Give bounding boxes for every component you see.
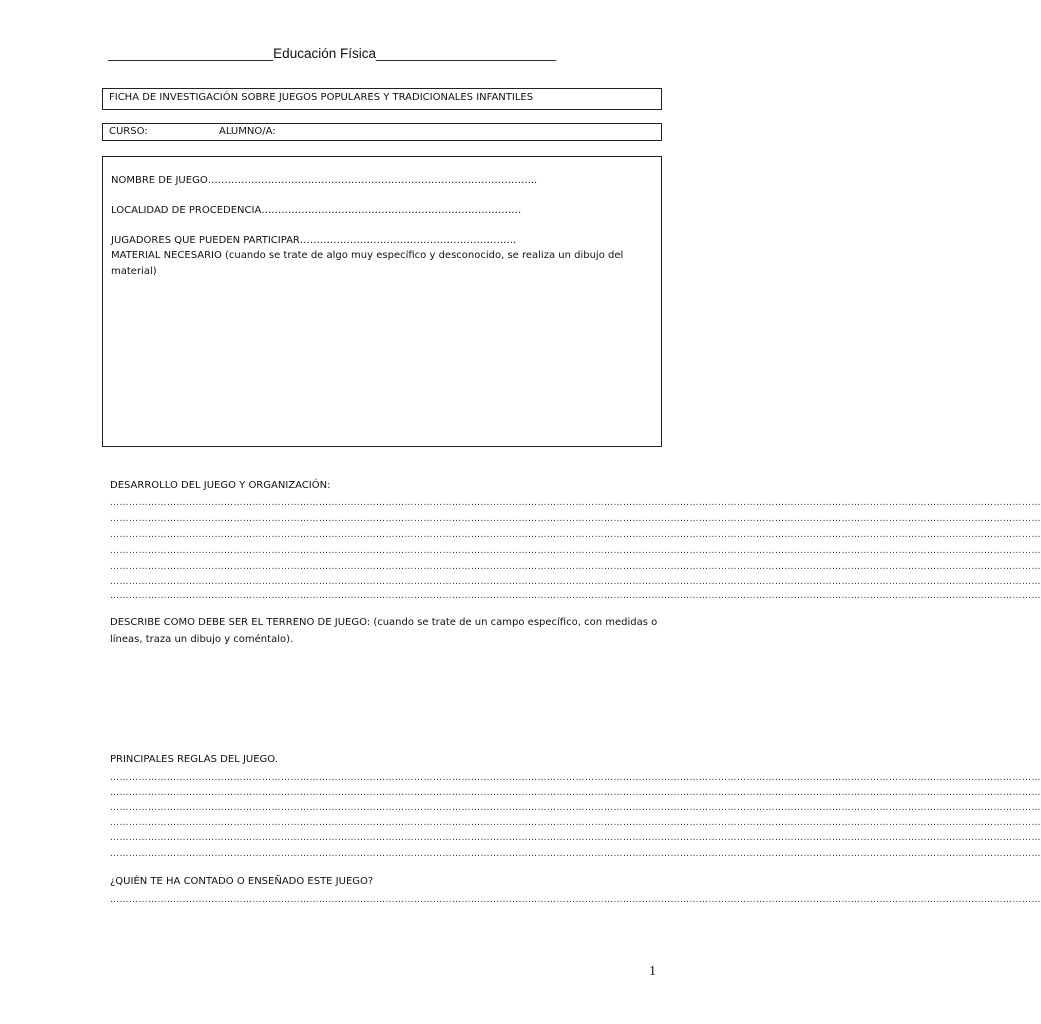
desarrollo-line[interactable]: …………………………………………………………………………………………………………………………………………………………………………………………………………………………………………………………………… xyxy=(110,577,1041,587)
terreno-title: DESCRIBE COMO DEBE SER EL TERRENO DE JUEGO: (cuando se trate de un campo específico, con medidas o líneas, traza un dibujo y coméntalo). xyxy=(110,617,658,645)
reglas-title: PRINCIPALES REGLAS DEL JUEGO. xyxy=(110,754,278,765)
nombre-juego-field[interactable]: NOMBRE DE JUEGO……………………………………………………………………………………... xyxy=(111,175,538,186)
desarrollo-line[interactable]: …………………………………………………………………………………………………………………………………………………………………………………………………………………………………………………………………… xyxy=(110,546,1041,556)
reglas-line[interactable]: …………………………………………………………………………………………………………………………………………………………………………………………………………………………………………………………………… xyxy=(110,818,1041,828)
page-number: 1 xyxy=(649,964,656,979)
jugadores-field[interactable]: JUGADORES QUE PUEDEN PARTICIPAR……………………………………………………….. xyxy=(111,235,517,246)
desarrollo-line[interactable]: …………………………………………………………………………………………………………………………………………………………………………………………………………………………………………………………………… xyxy=(110,562,1041,572)
curso-label: CURSO: xyxy=(109,126,148,137)
curso-alumno-box xyxy=(102,123,662,141)
form-title: FICHA DE INVESTIGACIÓN SOBRE JUEGOS POPULARES Y TRADICIONALES INFANTILES xyxy=(102,88,662,110)
contado-line[interactable]: …………………………………………………………………………………………………………………………………………………………………………………………………………………………………………………………………… xyxy=(110,895,1041,905)
reglas-line[interactable]: …………………………………………………………………………………………………………………………………………………………………………………………………………………………………………………………………… xyxy=(110,788,1041,798)
game-info-box xyxy=(102,156,662,447)
reglas-line[interactable]: …………………………………………………………………………………………………………………………………………………………………………………………………………………………………………………………………… xyxy=(110,833,1041,843)
material-necesario-field[interactable]: MATERIAL NECESARIO (cuando se trate de algo muy específico y desconocido, se realiza un dibujo del material) xyxy=(111,250,624,277)
desarrollo-line[interactable]: …………………………………………………………………………………………………………………………………………………………………………………………………………………………………………………………………… xyxy=(110,530,1041,540)
localidad-field[interactable]: LOCALIDAD DE PROCEDENCIA…………………………………………………………………… xyxy=(111,205,522,216)
desarrollo-line[interactable]: …………………………………………………………………………………………………………………………………………………………………………………………………………………………………………………………………… xyxy=(110,514,1041,524)
contado-title: ¿QUIÉN TE HA CONTADO O ENSEÑADO ESTE JUEGO? xyxy=(110,876,374,887)
reglas-line[interactable]: …………………………………………………………………………………………………………………………………………………………………………………………………………………………………………………………………… xyxy=(110,849,1041,859)
page-header: ______________________Educación Física________________________ xyxy=(108,46,557,61)
desarrollo-line[interactable]: …………………………………………………………………………………………………………………………………………………………………………………………………………………………………………………………………… xyxy=(110,498,1041,508)
desarrollo-line[interactable]: …………………………………………………………………………………………………………………………………………………………………………………………………………………………………………………………………… xyxy=(110,591,1041,601)
reglas-line[interactable]: …………………………………………………………………………………………………………………………………………………………………………………………………………………………………………………………………… xyxy=(110,803,1041,813)
alumno-label: ALUMNO/A: xyxy=(219,126,276,137)
reglas-line[interactable]: …………………………………………………………………………………………………………………………………………………………………………………………………………………………………………………………………… xyxy=(110,773,1041,783)
desarrollo-title: DESARROLLO DEL JUEGO Y ORGANIZACIÓN: xyxy=(110,480,331,491)
